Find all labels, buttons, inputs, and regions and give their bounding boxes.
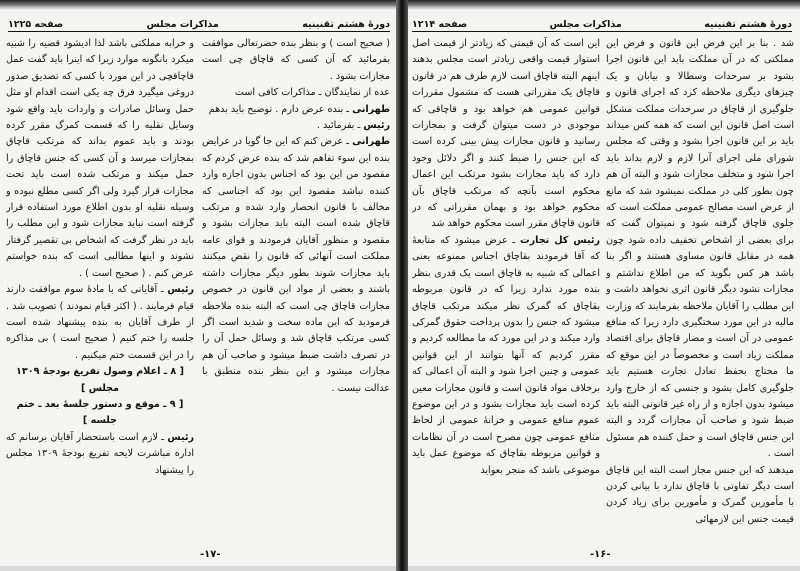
page-header — [8, 14, 390, 32]
speaker-name: طهرانی — [352, 103, 390, 115]
book-spine — [396, 0, 408, 571]
paragraph — [202, 102, 390, 118]
section-heading — [6, 397, 194, 430]
section-heading — [6, 364, 194, 397]
right-page — [404, 6, 800, 566]
volume-label: دورهٔ هشتم تقنینیه — [302, 19, 390, 30]
page-number: -۱۶- — [590, 549, 611, 560]
paragraph — [6, 430, 194, 479]
paragraph — [202, 118, 390, 134]
page-label: صفحه ۱۲۲۵ — [8, 19, 64, 30]
paragraph-text: شد . بنا بر این فرض این قانون و فرض این مملکتی که در آن مملکت باید این قانون اجرا بشود بر سرحدات وسطالا و بیابان و یک چیزهای دیگری ملاحظه کرد که اجرای قانون و جلوگیری از قاچاق در سرحدات مملکت مشکل است اصل قانون این است که همه کس میداند باید بر این قانون اجرا بشود و وقتی که مجلس شورای ملی اجرای آنرا لازم و لازم بداند باید اجرا شود و متخلف مجازات شود و البته آن هم چون بطور کلی در مملکت نمیشود شد که مانع از عرض است مصالح عمومی مملکت است که جلوی قاچاق گرفته شود و نمیتوان گفت که برای بعضی از اشخاص تخفیف داده شود چون همه در مقابل قانون مساوی هستند و اگر بنا باشد هر کس بگوید که من اطلاع نداشتم و مجازات نشود دیگر قانون اثری نخواهد داشت و این مطلب را آقایان ملاحظه بفرمایند که وزارت مالیه در این مورد سختگیری دارد زیرا که منافع عمومی در آن است و مضار قاچاق برای اقتصاد مملکت زیاد است و مخصوصاً در این موقع که ما محتاج بحفظ تعادل تجارت هستیم باید جلوگیری کامل بشود و جنسی که از خارج وارد میشود بدون اجازه و از راه غیر قانونی البته باید ضبط شود و صاحب آن مجازات گردد و البته این جنس قاچاق است و حمل کننده هم مسئول است . — [606, 38, 794, 460]
speaker-name: رئیس — [167, 431, 194, 443]
volume-label: دورهٔ هشتم تقنینیه — [704, 19, 792, 30]
paragraph — [6, 36, 194, 282]
header-title: مذاکرات مجلس — [146, 19, 219, 30]
header-title: مذاکرات مجلس — [549, 19, 622, 30]
paragraph — [6, 282, 194, 364]
paragraph — [412, 233, 600, 479]
paragraph-text: این است که آن قیمتی که زیادتر از قیمت اصل استوار قیمت واقعی زیادتر است مجلس بدهند اینهم البته قاچاق است لازم طرف هم در قانون قاچاق یک مقرراتی هست که مشمول مقررات قوانین عمومی هم خواهد بود و قاچاقی که موجودی در دست میتوان گرفت و بمجازات رسانید و قانون مجازات پیش بینی کرده است که این جنس را ضبط کنند و اگر دلائل وجود دارد که باید مجازات بشود مرتکب این اعمال محکوم است بآنچه که مرتکب قاچاق بآن محکوم خواهد بود و بهمان مقرراتی که در قانون قاچاق مقرر است محکوم خواهد شد — [412, 38, 600, 230]
paragraph-text: عده از نمایندگان ـ مذاکرات کافی است — [234, 87, 390, 99]
speaker-name: رئیس — [363, 120, 390, 132]
text-column-left — [412, 36, 600, 536]
speaker-name: رئیس — [167, 284, 194, 296]
paragraph — [606, 463, 794, 529]
paragraph-text: و خرابه مملکتی باشد لذا ادیشود قضیه را شبیه میکرد بانگونه موارد زیرا که اینرا باید گفت عمل قاچاقچی در این مورد با کسی که تصدیق صدور دروغی میگیرد فرق چه یکی است اقدام او مثل حمل وسائل صادرات و واردات باید واقع شود وسایل نقلیه را که قسمت کمرگ مقرر کرده بودند و باید عموم بداند که مرتکب قاچاق بمجازات میرسد و آن کسی که جنس قاچاق را حمل میکند و مرتکب شده است باید تحت مجازات قرار گیرد ولی اگر کسی مطلع نبوده و وسیله نقلیه او بدون اطلاع مورد استفاده قرار گرفته است نباید مجازات شود و این مطلب را باید در نظر گرفت که اشخاص بی تقصیر گرفتار نشوند و اینها مطالبی است که بنده خواستم عرض کنم . ( صحیح است ) . — [6, 38, 194, 279]
paragraph-text: ـ لازم است باستحضار آقایان برسانم که اداره مباشرت لایحه تفریغ بودجهٔ ۱۳۰۹ مجلس را پیشنهاد — [6, 431, 194, 476]
paragraph-text: ـ آقایانی که با مادهٔ سوم موافقت دارند قیام فرمایند . ( اکثر قیام نمودند ) تصویب شد . از طرف آقایان به بنده پیشنهاد شده است جلسه را ختم کنیم ( صحیح است ) بی مذاکره را در این قسمت ختم میکنیم . — [6, 284, 194, 361]
paragraph-text: میدهند که این جنس مجاز است البته این قاچاق است دیگر تفاوتی با قاچاق ندارد با بیانی کردن با مأمورین گمرک و مأمورین برای زیاد کردن قیمت جنس این لازمهائی — [606, 464, 794, 525]
page-header — [412, 14, 792, 32]
paragraph-text: ( صحیح است ) و بنظر بنده حضرتعالی موافقت بفرمائید که آن کسی که قاچاق چی است مجازات بشود . — [202, 38, 390, 82]
text-column-right — [606, 36, 794, 536]
speaker-name: رئیس کل تجارت — [519, 234, 600, 246]
paragraph-text: [ ۸ ـ اعلام وصول تفریغ بودجهٔ ۱۳۰۹ مجلس ] — [16, 366, 184, 394]
page-label: صفحه ۱۲۱۴ — [412, 19, 468, 30]
paragraph-text: ـ بفرمائید . — [316, 120, 364, 132]
paragraph-text: [ ۹ ـ موقع و دستور جلسهٔ بعد ـ ختم جلسه ] — [16, 398, 184, 427]
paragraph — [202, 85, 390, 101]
page-number: -۱۷- — [200, 549, 221, 560]
speaker-name: طهرانی — [352, 136, 390, 148]
left-page — [0, 6, 398, 566]
text-column-right — [202, 36, 390, 536]
paragraph-text: ـ عرض کنم که این جا گویا در عرایض بنده این سوء تفاهم شد که بنده عرض کردم که مقصود من این بود که اجناس بدون اجازه وارد کننده نباشد مقصود این بود که اجناسی که مخالف با قانون انحصار وارد شده و مرتکب قاچاق شده است البته باید مجازات بشود و مقصود و منظور آقایان فرمودند و قوای عامه مملکت است آنهائی که قانون را نقض میکنند باید مجازات شوند بطور دیگر مجازات داشته باشند و بعضی از مواد این قانون در خصوص مجازات قاچاق چی است که البته بنده ملاحظه فرمودید که این ماده سخت و شدید است اگر کسی مرتکب قاچاق شد و وسائل حمل آن را در تصرف داشت ضبط میشود و صاحب آن هم مجازات میشود و این بنظر بنده منطبق با عدالت نیست . — [202, 136, 390, 394]
text-column-left — [6, 36, 194, 536]
paragraph-text: ـ عرض میشود که متابعهٔ که آقا فرمودند بقاچاق اجناس ممنوعه یعنی اعمالی که شبیه به قاچاق است یک قدری بنظر بنده مورد ندارد زیرا که در قانون مربوطه بقاچاق که گمرک نظر میکند مرتکب قاچاق میشود که جنس را بدون پرداخت حقوق گمرکی وارد میکند و در این مورد که ما مطالعه کردیم و مقرر کردیم که آنها بتوانند از این قوانین عمومی و چنین اجرا شود و البته آن اعمالی که برخلاف مواد قانون است و قانون مجازات معین کرده است باید مجازات بشود و در این موضوع عموم منافع عمومی و خزانهٔ عمومی از لحاظ منافع عمومی چون مصرح است در آن نظامات و قوانین مربوطه بقاچاق که موضوع عمل باید موضوعی باشد که منجر بعواید — [412, 234, 600, 476]
paragraph — [412, 36, 600, 233]
paragraph-text: ـ بنده عرض دارم . توضیح باید بدهم — [208, 103, 353, 115]
paragraph — [202, 36, 390, 85]
paragraph — [606, 36, 794, 463]
paragraph — [202, 134, 390, 397]
